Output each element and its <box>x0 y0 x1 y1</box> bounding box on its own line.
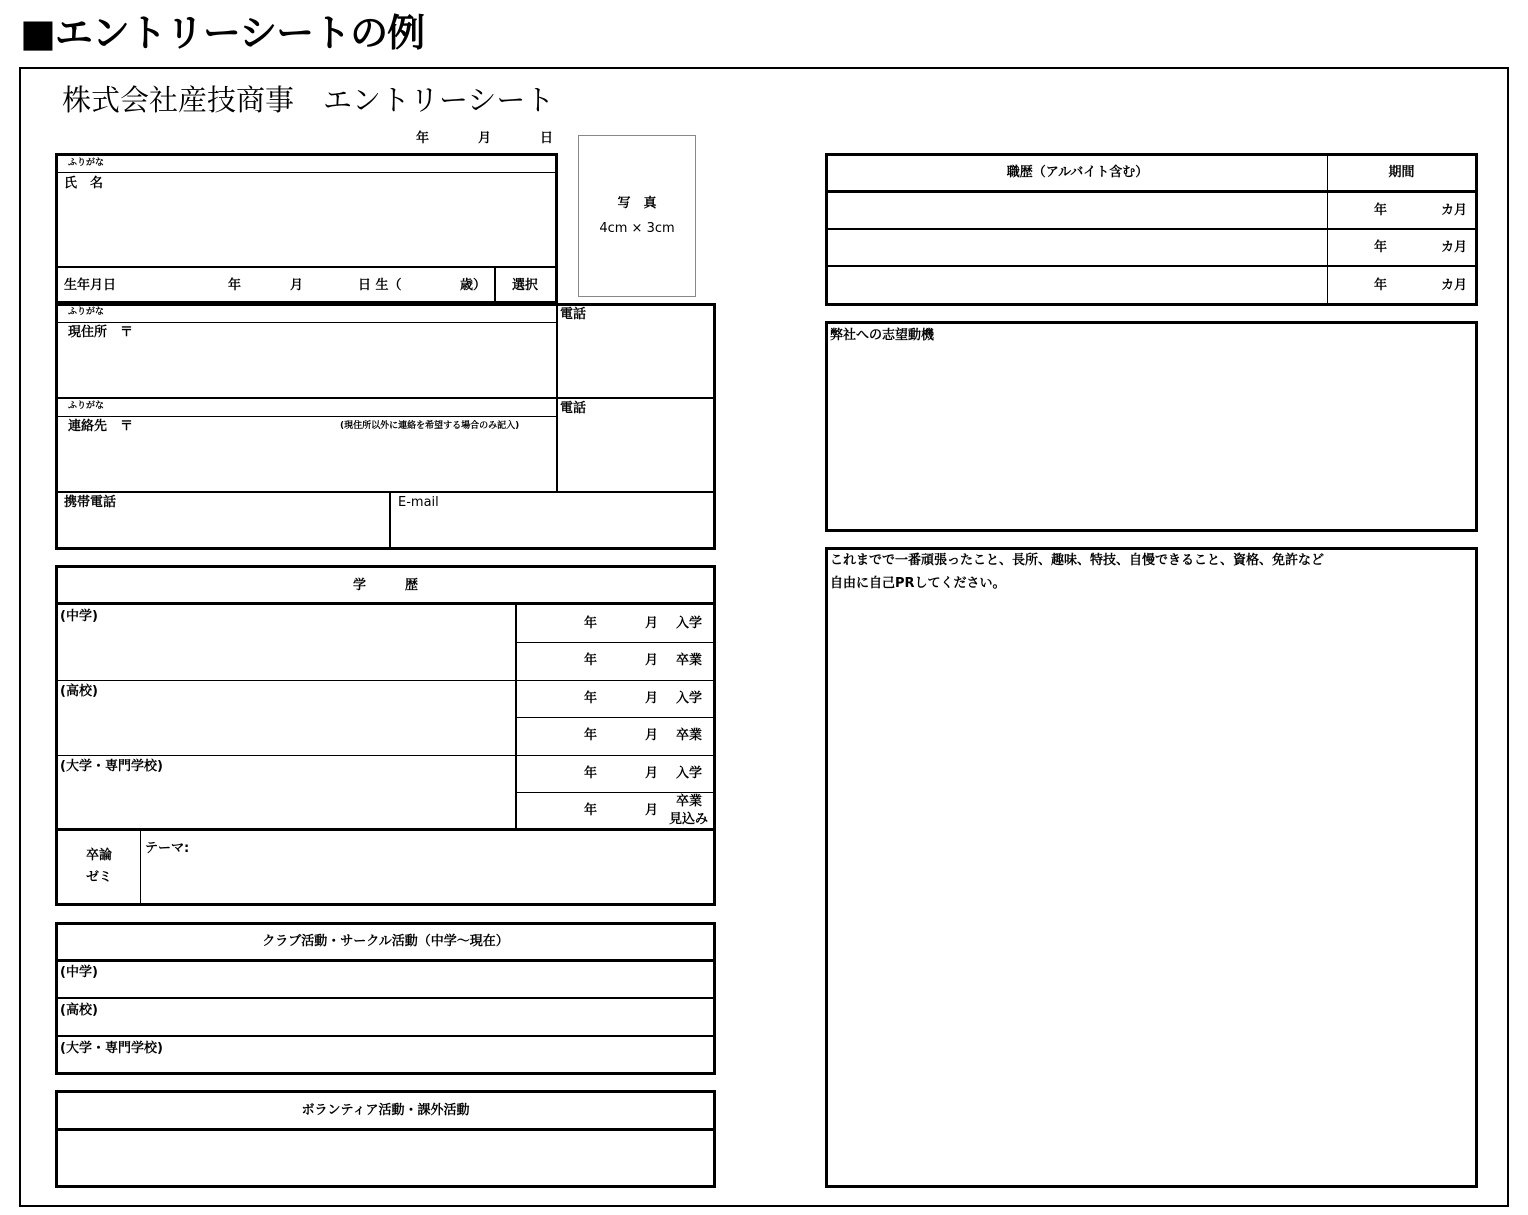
edu-status: 入学 <box>676 616 703 631</box>
gender-select[interactable]: 選択 <box>512 278 539 293</box>
edu-row3-bottom <box>58 828 713 831</box>
self-pr-prompt-line1: これまでで一番頑張ったこと、長所、趣味、特技、自慢できること、資格、免許など <box>830 553 1325 568</box>
contact-furigana-label: ふりがな <box>68 401 105 411</box>
work-year: 年 <box>1374 278 1388 293</box>
work-year: 年 <box>1374 240 1388 255</box>
gender-divider <box>494 268 496 301</box>
work-header-divider <box>828 190 1475 193</box>
edu-status-line1: 卒業 <box>676 794 703 809</box>
name-birth-divider <box>58 266 555 268</box>
address-phone-divider <box>556 305 558 493</box>
edu-year: 年 <box>584 653 598 668</box>
edu-month: 月 <box>645 616 659 631</box>
edu-status: 入学 <box>676 691 703 706</box>
edu-year: 年 <box>584 728 598 743</box>
edu-row3-mid <box>517 792 713 793</box>
edu-month: 月 <box>645 653 659 668</box>
mobile-email-divider <box>389 493 391 547</box>
theme-input[interactable] <box>195 836 707 898</box>
name-furigana-label: ふりがな <box>68 158 105 168</box>
thesis-label: 卒論 <box>86 848 113 863</box>
form-title: 株式会社産技商事 エントリーシート <box>62 83 555 117</box>
edu-status: 卒業 <box>676 653 703 668</box>
photo-label: 写 真 <box>617 196 657 211</box>
current-address-label: 現住所 〒 <box>68 325 134 340</box>
work-months: カ月 <box>1441 240 1468 255</box>
edu-school-junior: (中学) <box>60 609 98 624</box>
volunteer-input[interactable] <box>60 1133 710 1183</box>
name-label: 氏 名 <box>64 176 104 191</box>
birth-year-label: 年 <box>228 278 242 293</box>
edu-month: 月 <box>645 766 659 781</box>
clubs-header: クラブ活動・サークル活動（中学～現在） <box>262 934 509 949</box>
page-heading: ■エントリーシートの例 <box>20 11 425 55</box>
education-header-divider <box>58 602 713 605</box>
photo-box[interactable] <box>578 135 696 297</box>
edu-row1-bottom <box>58 680 713 681</box>
contact-address-label: 連絡先 〒 <box>68 419 134 434</box>
club-row-university: (大学・専門学校) <box>60 1041 163 1056</box>
email-label: E-mail <box>398 495 439 510</box>
edu-year: 年 <box>584 766 598 781</box>
seminar-label: ゼミ <box>86 870 113 885</box>
date-month-label: 月 <box>478 131 492 146</box>
motivation-block[interactable] <box>825 321 1478 532</box>
volunteer-header: ボランティア活動・課外活動 <box>301 1103 470 1118</box>
contact-phone-label: 電話 <box>560 401 587 416</box>
edu-row2-bottom <box>58 755 713 756</box>
self-pr-block[interactable] <box>825 547 1478 1188</box>
edu-status: 入学 <box>676 766 703 781</box>
edu-row1-mid <box>517 642 713 643</box>
contact-note: (現住所以外に連絡を希望する場合のみ記入) <box>340 421 520 431</box>
name-input[interactable] <box>120 174 550 264</box>
edu-year: 年 <box>584 616 598 631</box>
edu-status-line2: 見込み <box>669 812 709 827</box>
birth-month-label: 月 <box>290 278 304 293</box>
work-row1-divider <box>828 228 1475 230</box>
club-row-high: (高校) <box>60 1003 98 1018</box>
clubs-row2-divider <box>58 1035 713 1037</box>
work-months: カ月 <box>1441 278 1468 293</box>
motivation-label: 弊社への志望動機 <box>830 328 935 343</box>
address-contact-divider <box>58 397 713 399</box>
edu-school-university: (大学・専門学校) <box>60 759 163 774</box>
name-furigana-divider <box>58 172 555 173</box>
self-pr-prompt-line2: 自由に自己PRしてください。 <box>830 576 1006 591</box>
contact-mobile-divider <box>58 491 713 493</box>
work-row2-divider <box>828 265 1475 267</box>
volunteer-header-divider <box>58 1128 713 1131</box>
birth-day-label: 日 生（ <box>358 278 402 293</box>
work-history-header: 職歴（アルバイト含む） <box>1006 165 1149 180</box>
address-furigana-label: ふりがな <box>68 307 105 317</box>
contact-furigana-divider <box>58 416 556 417</box>
thesis-divider <box>140 831 141 903</box>
current-phone-label: 電話 <box>560 307 587 322</box>
mobile-label: 携帯電話 <box>64 495 117 510</box>
clubs-header-divider <box>58 959 713 962</box>
edu-school-high: (高校) <box>60 684 98 699</box>
address-furigana-divider <box>58 322 556 323</box>
age-label: 歳） <box>460 278 487 293</box>
edu-year: 年 <box>584 691 598 706</box>
edu-year: 年 <box>584 803 598 818</box>
work-months: カ月 <box>1441 203 1468 218</box>
edu-status: 卒業 <box>676 728 703 743</box>
birth-label: 生年月日 <box>64 278 117 293</box>
education-header: 学 歴 <box>352 578 418 593</box>
club-row-junior: (中学) <box>60 965 98 980</box>
edu-month: 月 <box>645 803 659 818</box>
date-day-label: 日 <box>540 131 554 146</box>
edu-month: 月 <box>645 728 659 743</box>
edu-month: 月 <box>645 691 659 706</box>
date-year-label: 年 <box>416 131 430 146</box>
edu-row2-mid <box>517 717 713 718</box>
work-year: 年 <box>1374 203 1388 218</box>
theme-label: テーマ: <box>145 841 190 856</box>
clubs-row1-divider <box>58 997 713 999</box>
work-period-header: 期間 <box>1388 165 1415 180</box>
photo-size: 4cm × 3cm <box>599 221 675 236</box>
